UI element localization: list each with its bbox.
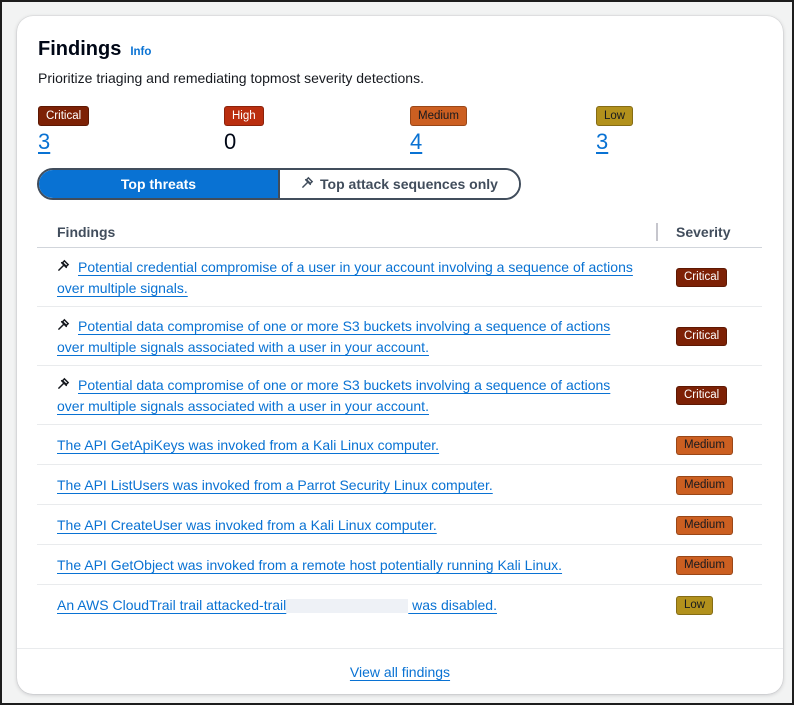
finding-cell [37, 435, 676, 455]
card-subtitle: Prioritize triaging and remediating topmost severity detections. [38, 70, 424, 86]
finding-link[interactable]: The API GetObject was invoked from a remote host potentially running Kali Linux. [57, 556, 563, 573]
table-row [37, 585, 762, 625]
severity-cell [676, 326, 762, 346]
finding-link[interactable]: The API ListUsers was invoked from a Parrot Security Linux computer. [57, 476, 493, 493]
finding-link[interactable]: Potential credential compromise of a user in your account involving a sequence of actions over multiple signals. [57, 258, 633, 296]
finding-cell [37, 475, 676, 495]
table-row [37, 545, 762, 585]
severity-cell [676, 515, 762, 535]
critical-badge: Critical [38, 106, 89, 126]
severity-cell [676, 385, 762, 405]
finding-link[interactable] [57, 597, 497, 613]
table-row [37, 465, 762, 505]
table-row [37, 248, 762, 307]
low-count-link[interactable]: 3 [596, 129, 609, 154]
finding-cell [37, 257, 676, 298]
severity-cell [676, 555, 762, 575]
medium-count-link[interactable]: 4 [410, 129, 423, 154]
column-header-findings[interactable]: Findings [57, 223, 116, 240]
severity-cell [676, 435, 762, 455]
high-count: 0 [224, 129, 237, 154]
severity-badge: Low [676, 596, 713, 615]
severity-high [224, 106, 264, 155]
table-row [37, 505, 762, 545]
top-attack-sequences-label: Top attack sequences only [320, 176, 498, 192]
card-footer [17, 648, 783, 694]
view-segmented-control [37, 168, 521, 200]
severity-badge: Medium [676, 436, 733, 455]
findings-table [37, 216, 762, 625]
column-resizer[interactable] [656, 223, 658, 241]
card-title: Findings [38, 38, 122, 60]
table-row [37, 307, 762, 366]
finding-cell [37, 595, 676, 615]
low-badge: Low [596, 106, 633, 126]
finding-link-suffix: was disabled. [408, 597, 497, 613]
severity-badge: Medium [676, 516, 733, 535]
severity-badge: Medium [676, 556, 733, 575]
table-header [37, 216, 762, 248]
severity-cell [676, 595, 762, 615]
high-badge: High [224, 106, 264, 126]
critical-count-link[interactable]: 3 [38, 129, 51, 154]
top-threats-button[interactable] [39, 170, 278, 198]
info-link[interactable]: Info [130, 46, 152, 58]
severity-critical [38, 106, 89, 155]
finding-cell [37, 515, 676, 535]
table-row [37, 425, 762, 465]
top-attack-sequences-button[interactable] [278, 170, 519, 198]
severity-badge: Medium [676, 476, 733, 495]
finding-cell [37, 316, 676, 357]
severity-badge: Critical [676, 268, 727, 287]
severity-summary [38, 106, 758, 162]
attack-sequence-icon [57, 258, 73, 278]
finding-cell [37, 555, 676, 575]
top-threats-label: Top threats [120, 176, 197, 192]
title-row [38, 38, 763, 61]
finding-link-prefix: An AWS CloudTrail trail attacked-trail [57, 597, 287, 613]
finding-cell [37, 375, 676, 416]
finding-link[interactable]: The API CreateUser was invoked from a Kali Linux computer. [57, 516, 437, 533]
severity-badge: Critical [676, 386, 727, 405]
finding-link[interactable]: Potential data compromise of one or more S3 buckets involving a sequence of actions over multiple signals associated with a user in your account. [57, 376, 611, 414]
table-row [37, 366, 762, 425]
severity-cell [676, 267, 762, 287]
severity-cell [676, 475, 762, 495]
attack-sequence-icon [57, 317, 73, 337]
finding-link[interactable]: Potential data compromise of one or more S3 buckets involving a sequence of actions over multiple signals associated with a user in your account. [57, 317, 611, 355]
severity-medium [410, 106, 467, 155]
attack-sequence-icon [301, 176, 314, 192]
view-all-findings-link[interactable]: View all findings [349, 663, 451, 680]
severity-low [596, 106, 633, 155]
attack-sequence-icon [57, 376, 73, 396]
medium-badge: Medium [410, 106, 467, 126]
findings-card [17, 16, 783, 694]
card-header [38, 38, 763, 86]
severity-badge: Critical [676, 327, 727, 346]
column-header-severity[interactable]: Severity [676, 223, 731, 240]
redacted-text [286, 599, 408, 613]
finding-link[interactable]: The API GetApiKeys was invoked from a Kali Linux computer. [57, 436, 440, 453]
